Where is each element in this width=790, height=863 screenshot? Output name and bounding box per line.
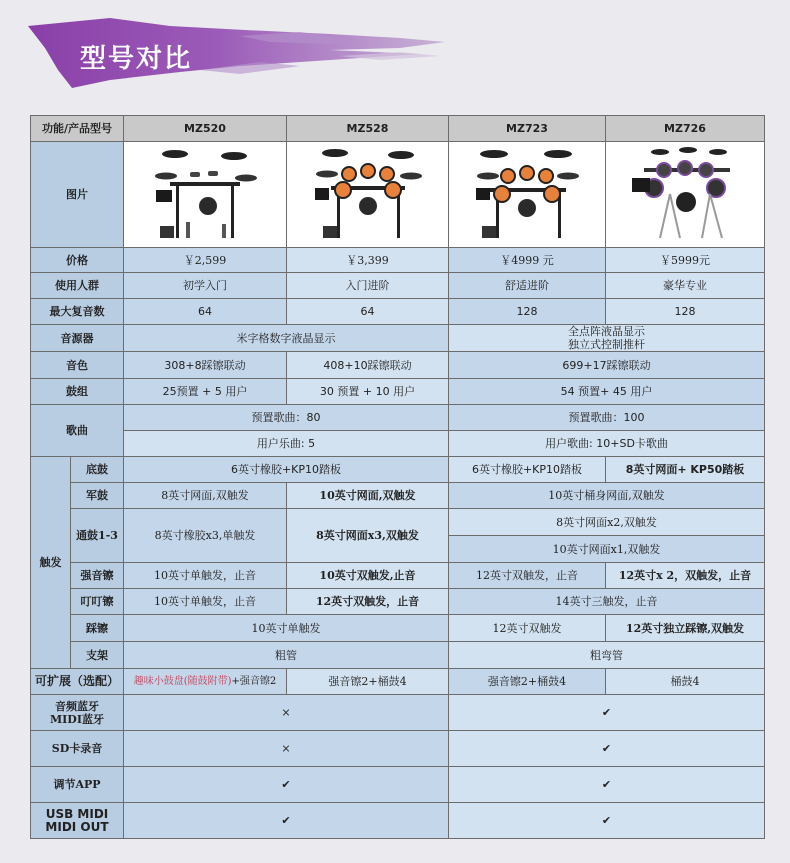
bluetooth-value-12: × (124, 695, 449, 731)
drum-kit-image (472, 144, 582, 242)
crash-value-2: 10英寸双触发,止音 (287, 563, 449, 589)
kits-label: 鼓组 (31, 379, 124, 405)
bluetooth-label-line2: MIDI蓝牙 (49, 712, 104, 726)
sound-source-value-right (449, 325, 765, 352)
crash-value-3: 12英寸双触发，止音 (449, 563, 606, 589)
songs-preset-right: 预置歌曲：100 (449, 405, 765, 431)
header-row (31, 116, 765, 142)
model-header-4: MZ726 (606, 116, 765, 142)
songs-preset-left: 预置歌曲：80 (124, 405, 449, 431)
kick-label: 底鼓 (71, 457, 124, 483)
app-value-12: ✔ (124, 767, 449, 803)
bluetooth-row (31, 695, 765, 731)
price-value-2: ￥3,399 (287, 248, 449, 273)
expand-value-3: 强音镲2+桶鼓4 (449, 669, 606, 695)
songs-user-left: 用户乐曲: 5 (124, 431, 449, 457)
expand-value-4: 桶鼓4 (606, 669, 765, 695)
app-row (31, 767, 765, 803)
tones-value-34: 699+17踩镲联动 (449, 352, 765, 379)
ride-value-34: 14英寸三触发，止音 (449, 589, 765, 615)
model-header-2: MZ528 (287, 116, 449, 142)
polyphony-row (31, 299, 765, 325)
expand-free-pad: 趣味小鼓盘(随鼓附带) (133, 676, 232, 687)
tones-value-1: 308+8踩镲联动 (124, 352, 287, 379)
rack-row (31, 642, 765, 669)
ride-value-1: 10英寸单触发，止音 (124, 589, 287, 615)
snare-value-2: 10英寸网面,双触发 (287, 483, 449, 509)
sd-row (31, 731, 765, 767)
drum-photo-3 (449, 142, 606, 248)
usb-label (31, 803, 124, 839)
tones-row (31, 352, 765, 379)
picture-label: 图片 (31, 142, 124, 248)
app-label: 调节APP (31, 767, 124, 803)
hihat-row (31, 615, 765, 642)
snare-value-1: 8英寸网面,双触发 (124, 483, 287, 509)
kick-value-4: 8英寸网面+ KP50踏板 (606, 457, 765, 483)
crash-value-1: 10英寸单触发，止音 (124, 563, 287, 589)
model-header-1: MZ520 (124, 116, 287, 142)
hihat-value-4: 12英寸独立踩镲,双触发 (606, 615, 765, 642)
expand-value-1 (124, 669, 287, 695)
sd-value-12: × (124, 731, 449, 767)
toms-value-1: 8英寸橡胶x3,单触发 (124, 509, 287, 563)
crash-value-4: 12英寸x 2，双触发，止音 (606, 563, 765, 589)
bluetooth-label (31, 695, 124, 731)
usb-value-12: ✔ (124, 803, 449, 839)
users-label: 使用人群 (31, 273, 124, 299)
crash-label: 强音镲 (71, 563, 124, 589)
sound-source-label: 音源器 (31, 325, 124, 352)
expand-crash: +强音镲2 (231, 676, 277, 687)
price-value-1: ￥2,599 (124, 248, 287, 273)
snare-label: 军鼓 (71, 483, 124, 509)
expand-value-2: 强音镲2+桶鼓4 (287, 669, 449, 695)
polyphony-value-3: 128 (449, 299, 606, 325)
kits-value-1: 25预置 + 5 用户 (124, 379, 287, 405)
ride-value-2: 12英寸双触发，止音 (287, 589, 449, 615)
bluetooth-value-34: ✔ (449, 695, 765, 731)
tones-label: 音色 (31, 352, 124, 379)
polyphony-value-4: 128 (606, 299, 765, 325)
price-row (31, 248, 765, 273)
rack-value-34: 粗弯管 (449, 642, 765, 669)
sd-label: SD卡录音 (31, 731, 124, 767)
crash-row (31, 563, 765, 589)
drum-photo-4 (606, 142, 765, 248)
toms-row-a (31, 509, 765, 536)
drum-photo-1 (124, 142, 287, 248)
usb-row (31, 803, 765, 839)
songs-user-right: 用户歌曲: 10+SD卡歌曲 (449, 431, 765, 457)
feature-header: 功能/产品型号 (31, 116, 124, 142)
songs-preset-row (31, 405, 765, 431)
polyphony-label: 最大复音数 (31, 299, 124, 325)
kick-value-3: 6英寸橡胶+KP10踏板 (449, 457, 606, 483)
sound-source-row (31, 325, 765, 352)
sound-source-value-left: 米字格数字液晶显示 (124, 325, 449, 352)
tones-value-2: 408+10踩镲联动 (287, 352, 449, 379)
toms-label: 通鼓1-3 (71, 509, 124, 563)
kick-row (31, 457, 765, 483)
users-value-4: 豪华专业 (606, 273, 765, 299)
polyphony-value-1: 64 (124, 299, 287, 325)
picture-row (31, 142, 765, 248)
ride-label: 叮叮镲 (71, 589, 124, 615)
usb-label-line2: MIDI OUT (45, 819, 109, 834)
hihat-label: 踩镲 (71, 615, 124, 642)
hihat-value-3: 12英寸双触发 (449, 615, 606, 642)
snare-row (31, 483, 765, 509)
users-value-1: 初学入门 (124, 273, 287, 299)
bluetooth-label-line1: 音频蓝牙 (55, 699, 99, 713)
users-row (31, 273, 765, 299)
usb-value-34: ✔ (449, 803, 765, 839)
expand-label: 可扩展（选配） (31, 669, 124, 695)
drum-kit-image (313, 144, 423, 242)
page-title: 型号对比 (80, 44, 193, 74)
drum-kit-image (630, 144, 740, 242)
toms-value-34b: 10英寸网面x1,双触发 (449, 536, 765, 563)
kits-value-34: 54 预置+ 45 用户 (449, 379, 765, 405)
comparison-table (30, 115, 765, 839)
users-value-2: 入门进阶 (287, 273, 449, 299)
kits-value-2: 30 预置 + 10 用户 (287, 379, 449, 405)
kick-value-12: 6英寸橡胶+KP10踏板 (124, 457, 449, 483)
sound-source-line2: 独立式控制推杆 (568, 338, 645, 351)
expand-row (31, 669, 765, 695)
usb-label-line1: USB MIDI (45, 806, 109, 821)
sound-source-line1: 全点阵液晶显示 (568, 325, 645, 338)
drum-photo-2 (287, 142, 449, 248)
sd-value-34: ✔ (449, 731, 765, 767)
drum-kit-image (150, 144, 260, 242)
hihat-value-12: 10英寸单触发 (124, 615, 449, 642)
rack-label: 支架 (71, 642, 124, 669)
songs-label: 歌曲 (31, 405, 124, 457)
snare-value-34: 10英寸桶身网面,双触发 (449, 483, 765, 509)
price-value-4: ￥5999元 (606, 248, 765, 273)
toms-value-2: 8英寸网面x3,双触发 (287, 509, 449, 563)
toms-value-34a: 8英寸网面x2,双触发 (449, 509, 765, 536)
app-value-34: ✔ (449, 767, 765, 803)
ride-row (31, 589, 765, 615)
price-value-3: ￥4999 元 (449, 248, 606, 273)
kits-row (31, 379, 765, 405)
rack-value-12: 粗管 (124, 642, 449, 669)
model-header-3: MZ723 (449, 116, 606, 142)
price-label: 价格 (31, 248, 124, 273)
users-value-3: 舒适进阶 (449, 273, 606, 299)
songs-user-row (31, 431, 765, 457)
title-banner (0, 0, 790, 100)
trigger-group-label: 触发 (31, 457, 71, 669)
polyphony-value-2: 64 (287, 299, 449, 325)
